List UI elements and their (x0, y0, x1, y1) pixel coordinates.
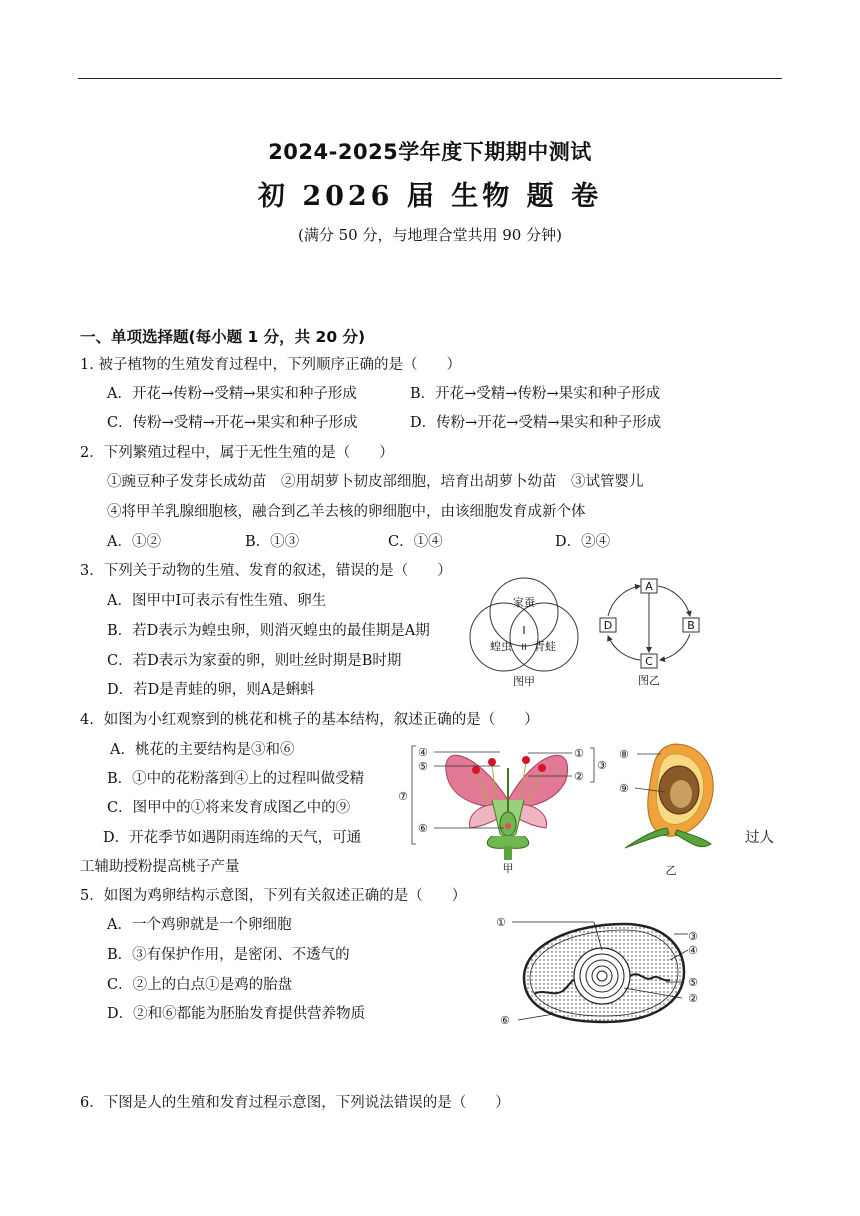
q1-stem: 1. 被子植物的生殖发育过程中，下列顺序正确的是（ ） (80, 357, 461, 373)
q3-option-a: A．图甲中Ⅰ可表示有性生殖、卵生 (107, 593, 327, 609)
peach-caption: 乙 (665, 864, 677, 877)
peach-fruit-diagram (615, 740, 725, 878)
venn-caption: 图甲 (513, 675, 535, 688)
q1-option-b: B．开花→受精→传粉→果实和种子形成 (410, 386, 661, 402)
section-heading: 一、单项选择题(每小题 1 分，共 20 分) (80, 328, 366, 346)
egg-label-1: ① (496, 916, 506, 929)
q4-option-d-line1: D．开花季节如遇阴雨连绵的天气，可通 (103, 830, 362, 846)
venn-label-locust: 蝗虫 (490, 640, 512, 653)
flower-label-4: ④ (418, 746, 428, 759)
petal-right (508, 755, 568, 807)
peach-label-8: ⑧ (619, 748, 629, 761)
egg-structure-diagram (494, 910, 704, 1034)
flower-label-3: ③ (597, 759, 607, 772)
flower-label-7: ⑦ (398, 790, 408, 803)
cycle-node-a: A (645, 580, 653, 593)
cycle-caption: 图乙 (638, 674, 660, 687)
flower-label-2: ② (574, 770, 584, 783)
venn-diagram (470, 572, 580, 690)
q1-option-a: A．开花→传粉→受精→果实和种子形成 (107, 386, 357, 402)
peach-label-9: ⑨ (619, 782, 629, 795)
q2-option-a: A．①② (107, 534, 161, 550)
q2-option-d: D．②④ (555, 534, 611, 550)
q4-option-c: C．图甲中的①将来发育成图乙中的⑨ (107, 800, 351, 816)
q4-option-d-tail: 过人 (745, 830, 774, 846)
q2-option-c: C．①④ (388, 534, 443, 550)
q3-option-d: D．若D是青蛙的卵，则A是蝌蚪 (107, 682, 315, 698)
cycle-node-c: C (645, 655, 653, 668)
q2-item-line1: ①豌豆种子发芽长成幼苗 ②用胡萝卜韧皮部细胞，培育出胡萝卜幼苗 ③试管婴儿 (107, 474, 644, 490)
flower-label-1: ① (574, 747, 584, 760)
q2-stem: 2．下列繁殖过程中，属于无性生殖的是（ ） (80, 445, 394, 461)
q3-option-c: C．若D表示为家蚕的卵，则吐丝时期是B时期 (107, 653, 402, 669)
q5-option-d: D．②和⑥都能为胚胎发育提供营养物质 (107, 1006, 366, 1022)
q1-option-d: D．传粉→开花→受精→果实和种子形成 (410, 415, 662, 431)
q2-item-line2: ④将甲羊乳腺细胞核，融合到乙羊去核的卵细胞中，由该细胞发育成新个体 (107, 504, 586, 520)
q1-option-c: C．传粉→受精→开花→果实和种子形成 (107, 415, 358, 431)
q2-option-b: B．①③ (245, 534, 300, 550)
q4-stem: 4．如图为小红观察到的桃花和桃子的基本结构，叙述正确的是（ ） (80, 712, 539, 728)
q5-option-b: B．③有保护作用，是密闭、不透气的 (107, 947, 350, 963)
peach-flower-diagram (396, 740, 616, 876)
egg-yolk (574, 948, 630, 1004)
venn-label-I: I (522, 624, 526, 637)
cycle-node-b: B (687, 619, 695, 632)
q5-stem: 5．如图为鸡卵结构示意图，下列有关叙述正确的是（ ） (80, 888, 467, 904)
exam-subtitle: (满分 50 分，与地理合堂共用 90 分钟) (298, 226, 562, 244)
egg-label-2: ② (688, 992, 698, 1005)
life-cycle-diagram (596, 576, 708, 688)
egg-label-3: ③ (688, 930, 698, 943)
top-rule (78, 78, 782, 79)
flower-label-5: ⑤ (418, 760, 428, 773)
petal-left (446, 755, 508, 807)
q4-option-b: B．①中的花粉落到④上的过程叫做受精 (107, 771, 365, 787)
venn-label-frog: 青蛙 (534, 640, 556, 653)
exam-title-line2: 初 2026 届 生物 题 卷 (257, 181, 603, 212)
q5-option-a: A．一个鸡卵就是一个卵细胞 (107, 917, 292, 933)
cycle-node-d: D (603, 619, 613, 632)
egg-label-6: ⑥ (500, 1014, 510, 1027)
flower-caption: 甲 (502, 862, 514, 875)
exam-title-line1: 2024-2025学年度下期期中测试 (268, 140, 592, 164)
venn-label-silkworm: 家蚕 (513, 596, 535, 609)
q4-option-a: A．桃花的主要结构是③和⑥ (110, 742, 295, 758)
q4-option-d-line2: 工辅助授粉提高桃子产量 (80, 859, 240, 875)
flower-label-6: ⑥ (418, 822, 428, 835)
venn-label-II: II (521, 643, 527, 653)
q3-option-b: B．若D表示为蝗虫卵，则消灭蝗虫的最佳期是A期 (107, 623, 430, 639)
egg-label-5: ⑤ (688, 976, 698, 989)
egg-label-4: ④ (688, 944, 698, 957)
q6-stem: 6．下图是人的生殖和发育过程示意图，下列说法错误的是（ ） (80, 1095, 510, 1111)
q5-option-c: C．②上的白点①是鸡的胎盘 (107, 977, 293, 993)
q3-stem: 3．下列关于动物的生殖、发育的叙述，错误的是（ ） (80, 563, 452, 579)
